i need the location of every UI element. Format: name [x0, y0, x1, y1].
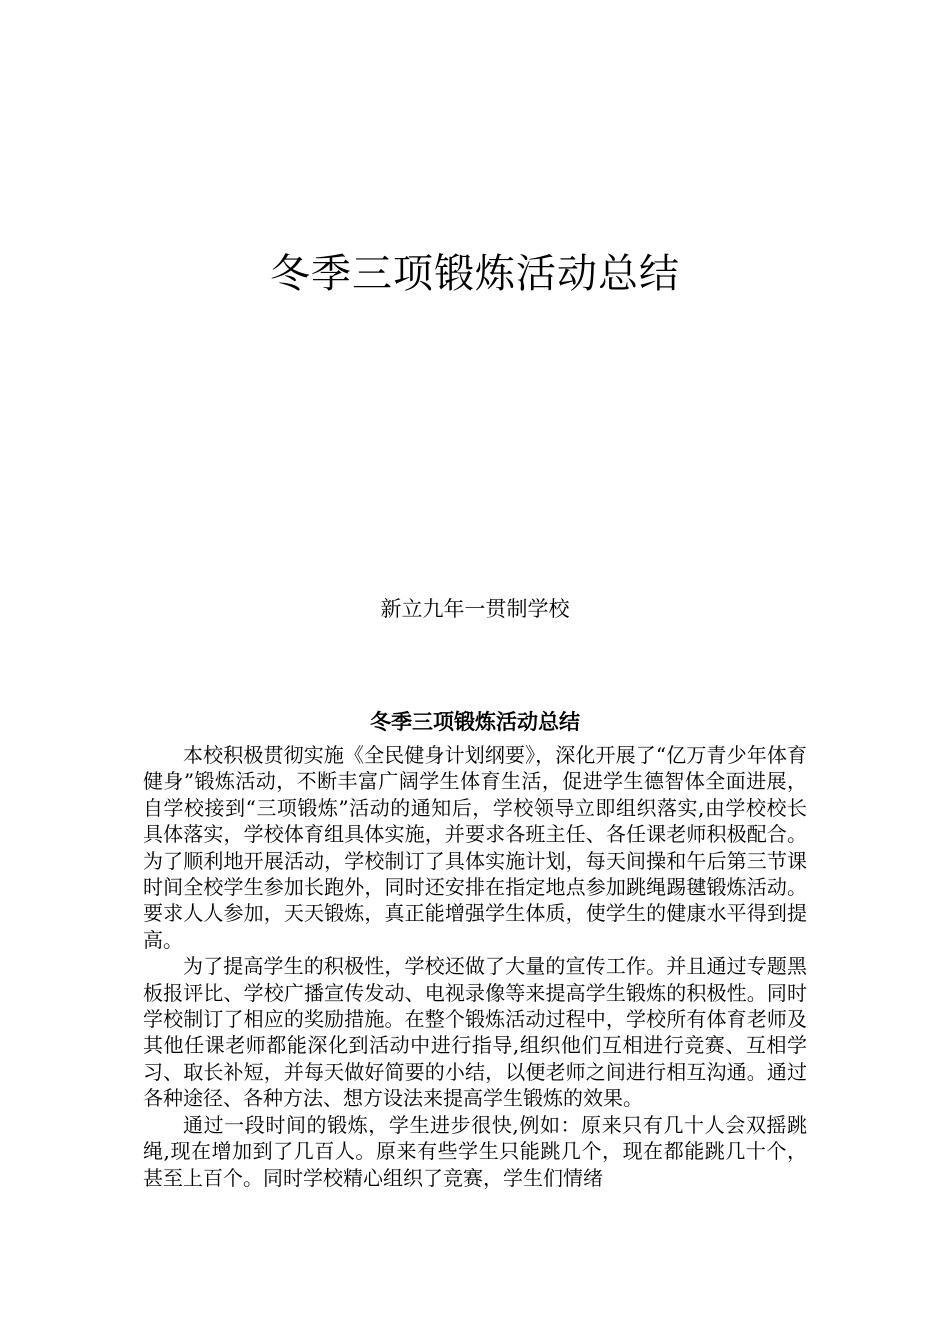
- paragraph: 为了提高学生的积极性，学校还做了大量的宣传工作。并且通过专题黑板报评比、学校广播宣传发动、电视录像等来提高学生锻炼的积极性。同时学校制订了相应的奖励措施。在整个锻炼活动过程中，学校所有体育老师及其他任课老师都能深化到活动中进行指导,组织他们互相进行竞赛、互相学习、取长补短，并每天做好简要的小结，以便老师之间进行相互沟通。通过各种途径、各种方法、想方设法来提高学生锻炼的效果。: [143, 954, 807, 1111]
- cover-title: 冬季三项锻炼活动总结: [270, 251, 680, 297]
- article-title: 冬季三项锻炼活动总结: [370, 709, 580, 734]
- paragraph: 本校积极贯彻实施《全民健身计划纲要》，深化开展了“亿万青少年体育健身”锻炼活动，不断丰富广阔学生体育生活，促进学生德智体全面进展，自学校接到“三项锻炼”活动的通知后，学校领导立即组织落实,由学校校长具体落实，学校体育组具体实施，并要求各班主任、各任课老师积极配合。为了顺利地开展活动，学校制订了具体实施计划，每天间操和午后第三节课时间全校学生参加长跑外，同时还安排在指定地点参加跳绳踢毽锻炼活动。要求人人参加，天天锻炼，真正能增强学生体质，使学生的健康水平得到提高。: [143, 743, 807, 952]
- school-name: 新立九年一贯制学校: [380, 597, 570, 621]
- paragraph: 通过一段时间的锻炼，学生进步很快,例如：原来只有几十人会双摇跳绳,现在增加到了几百人。原来有些学生只能跳几个，现在都能跳几十个，甚至上百个。同时学校精心组织了竞赛，学生们情绪: [143, 1112, 807, 1190]
- article-body: [143, 704, 807, 1191]
